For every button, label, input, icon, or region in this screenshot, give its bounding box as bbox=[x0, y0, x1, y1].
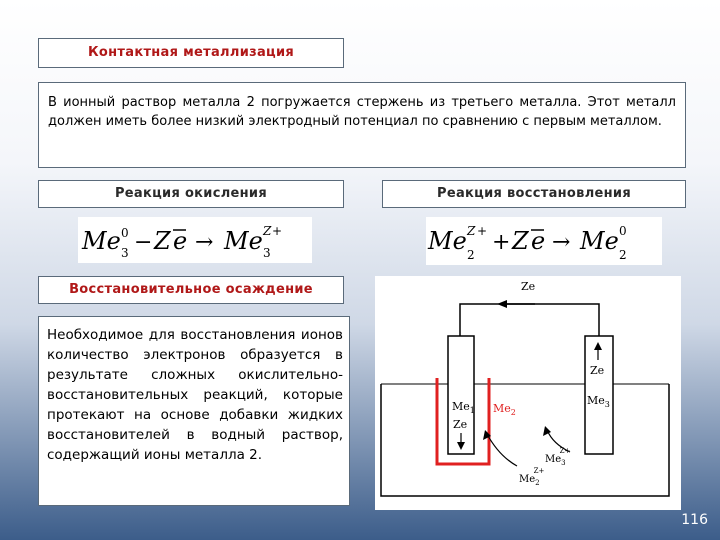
reduction-formula bbox=[426, 217, 662, 265]
svg-text:Me2Z+: $Me_2Z+$ bbox=[519, 467, 545, 487]
svg-text:Z: Z bbox=[154, 227, 171, 255]
svg-text:0: 0 bbox=[121, 226, 129, 240]
electrochemical-diagram bbox=[375, 276, 681, 510]
svg-text:0: 0 bbox=[619, 224, 627, 238]
deposition-header: Восстановительное осаждение bbox=[69, 282, 313, 297]
diagram-label-ze-top: Ze bbox=[521, 280, 536, 293]
svg-text:e: e bbox=[173, 227, 188, 255]
intro-text: В ионный раствор металла 2 погружается стержень из третьего металла. Этот металл должен иметь более низкий электродный потенциал по сравнению с первым металлом. bbox=[48, 95, 676, 129]
oxidation-header: Реакция окисления bbox=[114, 186, 267, 201]
svg-text:Me3: $Me_3$ bbox=[587, 394, 610, 409]
page-number: 116 bbox=[681, 512, 708, 528]
intro-box bbox=[38, 82, 686, 168]
svg-text:Me: Me bbox=[580, 227, 619, 255]
reduction-header-box bbox=[382, 180, 686, 208]
svg-text:Me: Me bbox=[428, 227, 467, 255]
diagram-label-ze-left: Ze bbox=[453, 418, 468, 431]
svg-text:2: 2 bbox=[619, 248, 627, 262]
svg-text:+: + bbox=[477, 224, 488, 238]
svg-text:Me: Me bbox=[82, 227, 121, 255]
svg-text:3: 3 bbox=[121, 246, 129, 260]
svg-text:Z: Z bbox=[467, 224, 476, 238]
title-box bbox=[38, 38, 344, 68]
svg-text:Z: Z bbox=[263, 224, 272, 238]
oxidation-formula bbox=[78, 217, 312, 263]
svg-text:e: e bbox=[531, 227, 546, 255]
deposition-text: Необходимое для восстановления ионов количество электронов образуется в результате сложных окислительно-восстановительных реакций, которые протекают на основе добавки жидких восстановителей в водный раствор, содержащий ионы металла 2. bbox=[47, 327, 343, 463]
svg-text:Me2: $Me_2$ bbox=[493, 402, 516, 417]
svg-text:Me3Z+: $Me_3Z+$ bbox=[545, 447, 571, 467]
deposition-box bbox=[38, 316, 350, 506]
svg-text:2: 2 bbox=[467, 248, 475, 262]
reduction-header: Реакция восстановления bbox=[437, 186, 631, 201]
svg-text:+: + bbox=[272, 224, 283, 238]
svg-text:→: → bbox=[195, 230, 214, 255]
oxidation-header-box bbox=[38, 180, 344, 208]
svg-text:−: − bbox=[134, 230, 153, 255]
deposition-header-box bbox=[38, 276, 344, 304]
svg-text:Me: Me bbox=[224, 227, 263, 255]
svg-text:3: 3 bbox=[263, 246, 271, 260]
diagram-label-ze-right: Ze bbox=[590, 364, 605, 377]
svg-text:→: → bbox=[552, 230, 571, 255]
svg-text:Z: Z bbox=[512, 227, 529, 255]
page-title: Контактная металлизация bbox=[87, 45, 295, 60]
svg-text:+: + bbox=[492, 230, 511, 255]
svg-text:Me1: $Me_1$ bbox=[452, 400, 475, 415]
